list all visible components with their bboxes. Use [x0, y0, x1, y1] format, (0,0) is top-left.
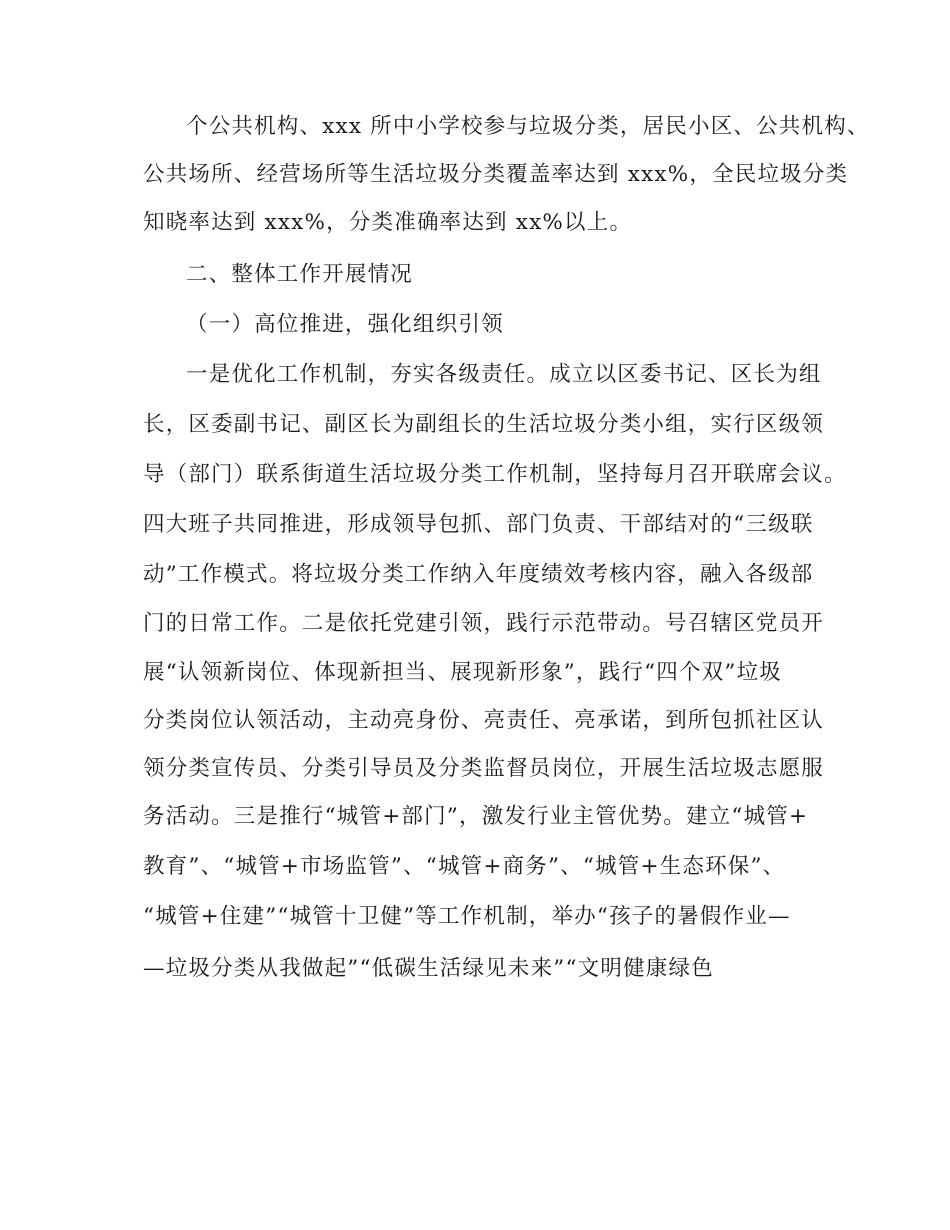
paragraph-line: 个公共机构、xxx 所中小学校参与垃圾分类，居民小区、公共机构、 — [186, 114, 870, 139]
paragraph-line: 领分类宣传员、分类引导员及分类监督员岗位，开展生活垃圾志愿服 — [143, 756, 825, 781]
paragraph-line: —垃圾分类从我做起”“低碳生活绿见未来”“文明健康绿色 — [143, 956, 714, 981]
paragraph-line: 展“认领新岗位、体现新担当、展现新形象”，践行“四个双”垃圾 — [143, 660, 782, 685]
paragraph-line: 知晓率达到 xxx%，分类准确率达到 xx%以上。 — [143, 210, 633, 235]
paragraph-line: “城管+住建”“城管十卫健”等工作机制，举办“孩子的暑假作业— — [143, 904, 791, 929]
section-heading: 二、整体工作开展情况 — [186, 262, 414, 287]
paragraph-line: 四大班子共同推进，形成领导包抓、部门负责、干部结对的“三级联 — [143, 512, 814, 537]
paragraph-line: 动”工作模式。将垃圾分类工作纳入年度绩效考核内容，融入各级部 — [143, 562, 814, 587]
paragraph-line: 一是优化工作机制，夯实各级责任。成立以区委书记、区长为组 — [186, 362, 822, 387]
paragraph-line: 教育”、“城管+市场监管”、“城管+商务”、“城管+生态环保”、 — [143, 854, 786, 879]
paragraph-line: 导（部门）联系街道生活垃圾分类工作机制，坚持每月召开联席会议。 — [143, 462, 847, 487]
paragraph-line: 长，区委副书记、副区长为副组长的生活垃圾分类小组，实行区级领 — [143, 412, 825, 437]
paragraph-line: 分类岗位认领活动，主动亮身份、亮责任、亮承诺，到所包抓社区认 — [143, 708, 825, 733]
subsection-heading: （一）高位推进，强化组织引领 — [186, 312, 504, 337]
paragraph-line: 公共场所、经营场所等生活垃圾分类覆盖率达到 xxx%，全民垃圾分类 — [143, 162, 849, 187]
paragraph-line: 门的日常工作。二是依托党建引领，践行示范带动。号召辖区党员开 — [143, 611, 825, 636]
paragraph-line: 务活动。三是推行“城管+部门”，激发行业主管优势。建立“城管+ — [143, 804, 809, 829]
